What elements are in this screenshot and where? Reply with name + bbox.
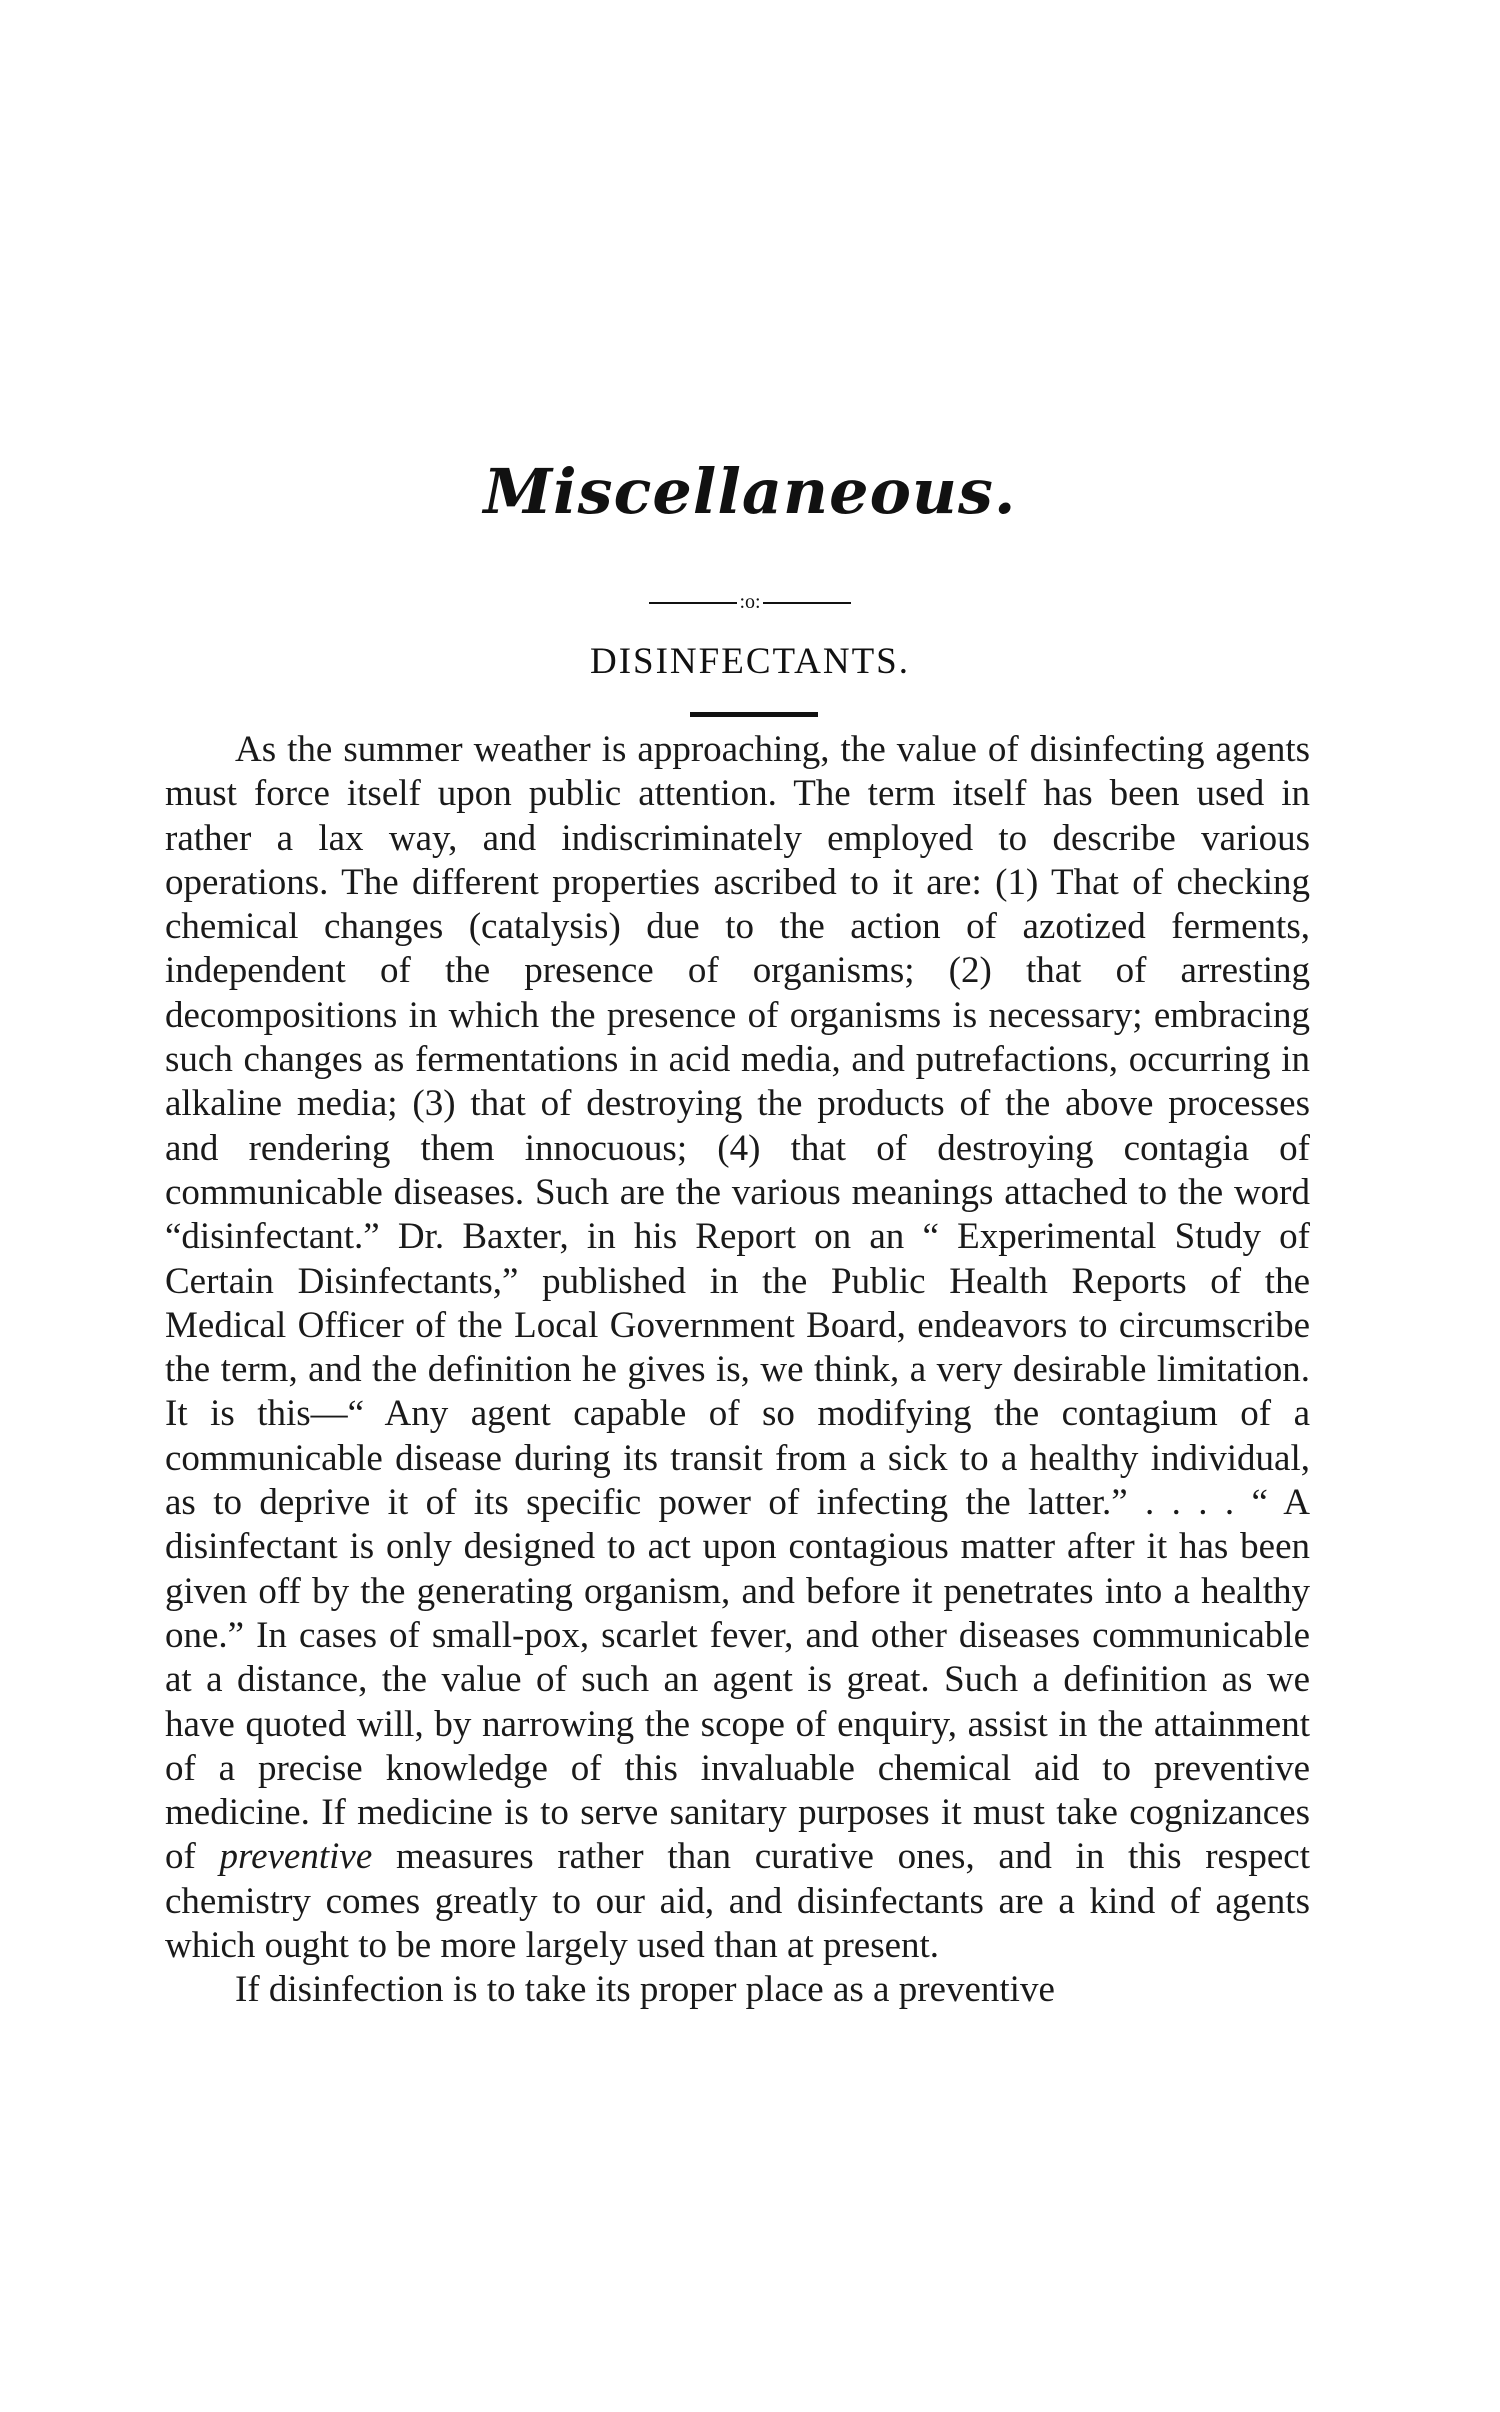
- paragraph-2: If disinfection is to take its proper place as a preventive: [235, 1969, 1055, 2011]
- paragraph-1: [165, 728, 1310, 1968]
- ornament-right-rule: [763, 602, 851, 604]
- heading-ornament: [0, 588, 1500, 614]
- section-heading: Miscellaneous.: [483, 455, 1017, 528]
- title-divider: [690, 712, 818, 717]
- ornament-mark: :o:: [739, 591, 761, 614]
- paragraph-1-text-b: measures rather than curative ones, and in this respect chemistry comes greatly to our aid, and disinfectants are a kind of agents which ought to be more largely used than at present.: [165, 1836, 1310, 1967]
- article-body: [165, 728, 1310, 2013]
- ornament-left-rule: [649, 602, 737, 604]
- paragraph-1-text-a: As the summer weather is approaching, the value of disinfecting agents must force itself upon public attention. The term itself has been used in rather a lax way, and indiscriminately employed to describe various operations. The different properties ascribed to it are: (1) That of checking chemical changes (catalysis) due to the action of azotized ferments, independent of the presence of organisms; (2) that of arresting decompositions in which the presence of organisms is necessary; embracing such changes as fermentations in acid media, and putrefactions, occurring in alkaline media; (3) that of destroying the products of the above processes and rendering them innocuous; (4) that of destroying contagia of communicable diseases. Such are the various meanings attached to the word “disinfectant.” Dr. Baxter, in his Report on an “ Experimental Study of Certain Disinfectants,” published in the Public Health Reports of the Medical Officer of the Local Government Board, endeavors to circumscribe the term, and the definition he gives is, we think, a very desirable limitation. It is this—“ Any agent capable of so modifying the contagium of a communicable disease during its transit from a sick to a healthy individual, as to deprive it of its specific power of infecting the latter.” . . . . “ A disinfectant is only designed to act upon contagious matter after it has been given off by the generating organism, and before it penetrates into a healthy one.” In cases of small-pox, scarlet fever, and other diseases communicable at a distance, the value of such an agent is great. Such a definition as we have quoted will, by narrowing the scope of enquiry, assist in the attainment of a precise knowledge of this invaluable chemical aid to preventive medicine. If medicine is to serve sanitary purposes it must take cognizances of: [165, 729, 1310, 1878]
- article-title: DISINFECTANTS.: [589, 641, 911, 682]
- paragraph-1-italic: preventive: [219, 1836, 373, 1878]
